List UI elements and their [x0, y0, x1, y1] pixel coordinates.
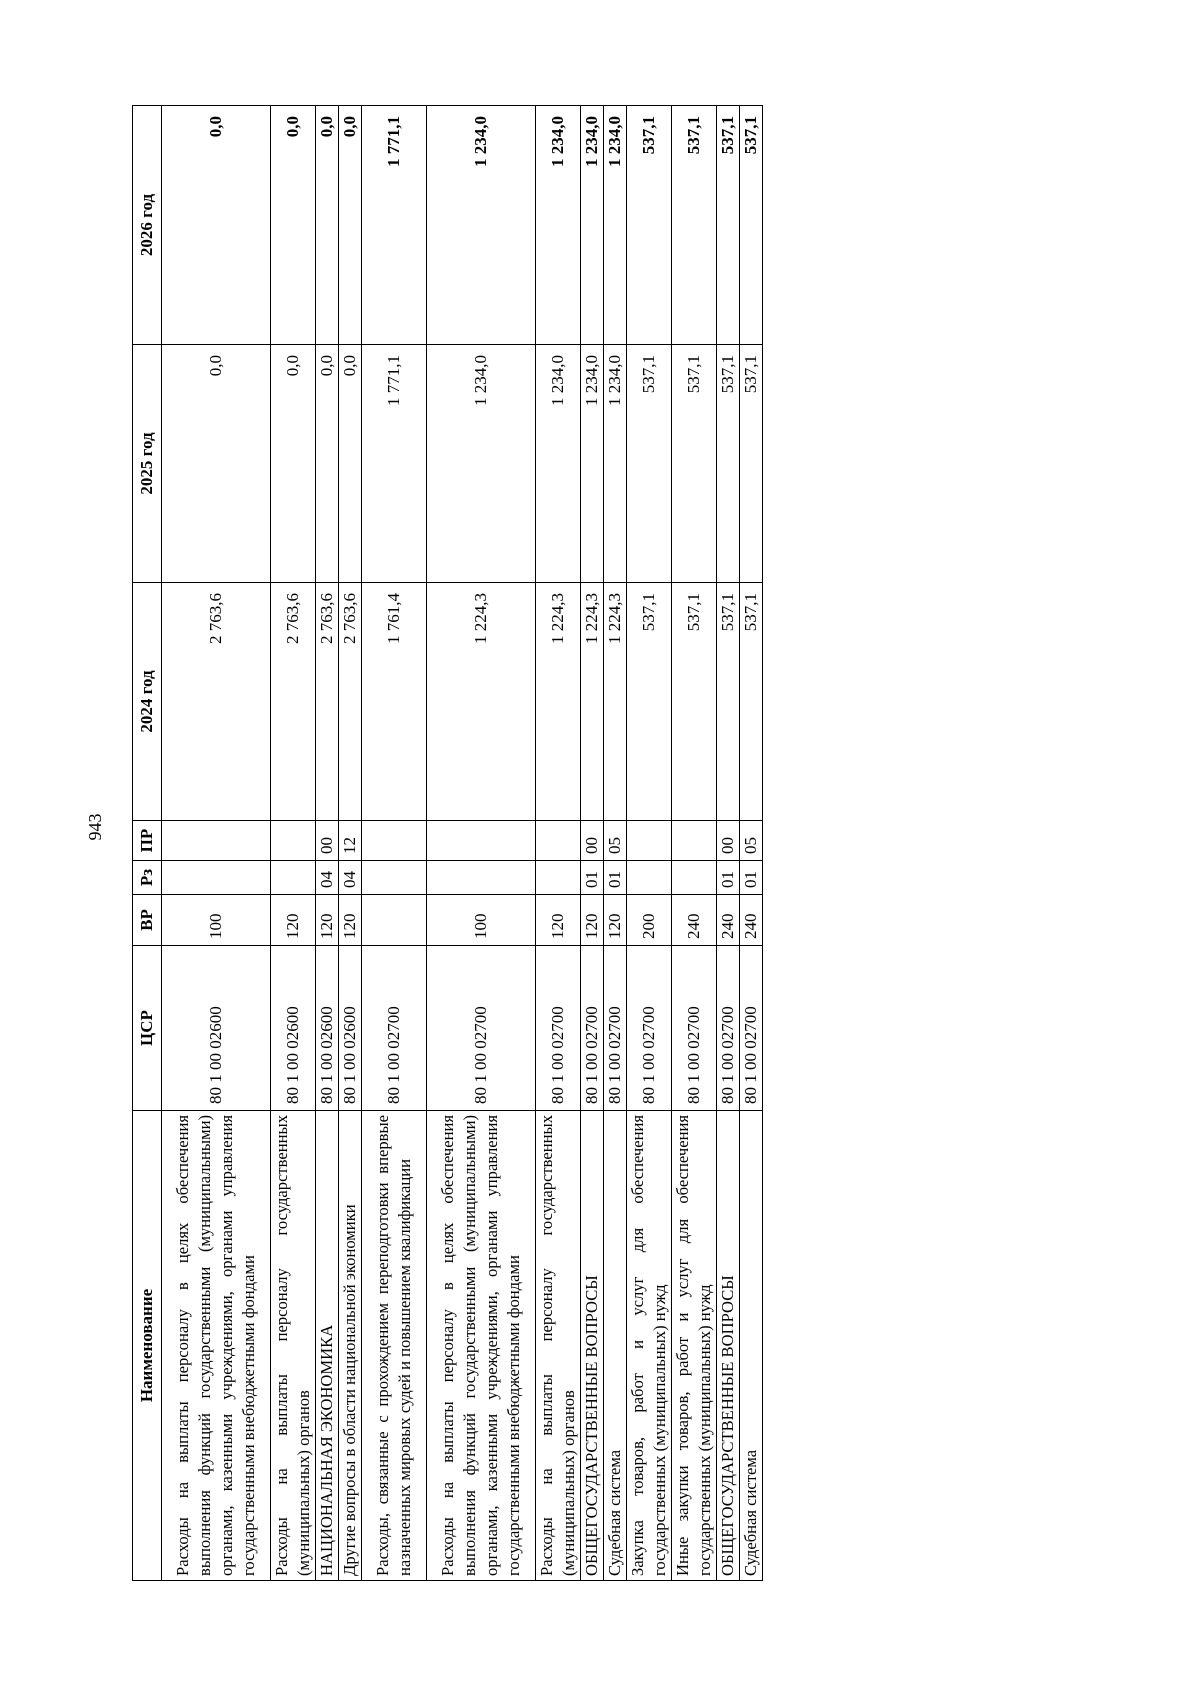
row-name: Расходы, связанные с прохождением переподготовки впервые назначенных мировых судей и повышением квалификации: [362, 1111, 427, 1581]
row-pr: 05: [604, 821, 627, 861]
row-rz: [271, 861, 316, 895]
table-row: [316, 106, 339, 1581]
header-2025: 2025 год: [133, 345, 162, 583]
row-csr: 80 1 00 02700: [672, 946, 717, 1111]
row-2026: 1 234,0: [581, 106, 604, 345]
row-rz: [162, 861, 271, 895]
row-name: Расходы на выплаты персоналу государственных (муниципальных) органов: [271, 1111, 316, 1581]
table-row: [427, 106, 536, 1581]
row-pr: [627, 821, 672, 861]
table-row: [162, 106, 271, 1581]
row-2025: 0,0: [271, 345, 316, 583]
row-2025: 1 771,1: [362, 345, 427, 583]
row-rz: [627, 861, 672, 895]
row-2025: 0,0: [339, 345, 362, 583]
row-csr: 80 1 00 02600: [271, 946, 316, 1111]
header-vr: ВР: [133, 895, 162, 946]
row-2025: 0,0: [316, 345, 339, 583]
row-pr: [271, 821, 316, 861]
row-2024: 537,1: [627, 583, 672, 821]
row-2024: 2 763,6: [339, 583, 362, 821]
row-2024: 537,1: [740, 583, 763, 821]
row-vr: 120: [339, 895, 362, 946]
row-rz: 01: [717, 861, 740, 895]
row-2025: 537,1: [717, 345, 740, 583]
row-pr: 00: [316, 821, 339, 861]
row-2024: 1 224,3: [427, 583, 536, 821]
row-2025: 537,1: [672, 345, 717, 583]
row-rz: 04: [316, 861, 339, 895]
row-csr: 80 1 00 02700: [717, 946, 740, 1111]
row-2024: 1 224,3: [536, 583, 581, 821]
row-2024: 537,1: [672, 583, 717, 821]
row-2026: 537,1: [627, 106, 672, 345]
row-name: ОБЩЕГОСУДАРСТВЕННЫЕ ВОПРОСЫ: [717, 1111, 740, 1581]
row-rz: 01: [740, 861, 763, 895]
row-2026: 1 234,0: [604, 106, 627, 345]
row-vr: 120: [604, 895, 627, 946]
row-csr: 80 1 00 02700: [362, 946, 427, 1111]
row-2024: 2 763,6: [162, 583, 271, 821]
row-pr: [672, 821, 717, 861]
table-row: [339, 106, 362, 1581]
row-vr: 120: [536, 895, 581, 946]
row-2024: 537,1: [717, 583, 740, 821]
row-pr: [362, 821, 427, 861]
rotated-sheet: [132, 106, 933, 1581]
row-vr: 120: [316, 895, 339, 946]
row-2026: 537,1: [717, 106, 740, 345]
table-row: [627, 106, 672, 1581]
row-2024: 1 761,4: [362, 583, 427, 821]
row-vr: 240: [672, 895, 717, 946]
row-2026: 0,0: [316, 106, 339, 345]
row-rz: [427, 861, 536, 895]
table-row: [536, 106, 581, 1581]
row-2026: 537,1: [672, 106, 717, 345]
row-2026: 1 234,0: [536, 106, 581, 345]
table-row: [581, 106, 604, 1581]
row-vr: 200: [627, 895, 672, 946]
row-2025: 1 234,0: [536, 345, 581, 583]
table-row: [740, 106, 763, 1581]
row-name: Судебная система: [740, 1111, 763, 1581]
row-2026: 0,0: [271, 106, 316, 345]
row-2024: 1 224,3: [604, 583, 627, 821]
row-name: НАЦИОНАЛЬНАЯ ЭКОНОМИКА: [316, 1111, 339, 1581]
row-2024: 2 763,6: [316, 583, 339, 821]
row-name: Судебная система: [604, 1111, 627, 1581]
table-row: [271, 106, 316, 1581]
table-row: [362, 106, 427, 1581]
row-pr: 05: [740, 821, 763, 861]
header-pr: ПР: [133, 821, 162, 861]
table-row: [604, 106, 627, 1581]
row-2026: 1 771,1: [362, 106, 427, 345]
table-row: [672, 106, 717, 1581]
header-2024: 2024 год: [133, 583, 162, 821]
row-name: Закупка товаров, работ и услуг для обеспечения государственных (муниципальных) нужд: [627, 1111, 672, 1581]
row-rz: 01: [604, 861, 627, 895]
row-2025: 537,1: [627, 345, 672, 583]
row-csr: 80 1 00 02700: [427, 946, 536, 1111]
row-csr: 80 1 00 02600: [162, 946, 271, 1111]
row-csr: 80 1 00 02700: [536, 946, 581, 1111]
page-number: 943: [85, 813, 105, 841]
row-rz: [536, 861, 581, 895]
budget-table: [132, 105, 763, 1581]
header-rz: Рз: [133, 861, 162, 895]
row-rz: [672, 861, 717, 895]
row-2025: 1 234,0: [581, 345, 604, 583]
row-csr: 80 1 00 02600: [316, 946, 339, 1111]
row-2026: 0,0: [339, 106, 362, 345]
row-name: Расходы на выплаты персоналу в целях обеспечения выполнения функций государственными (муниципальными) органами, казенными учреждениями, органами управления государственными внебюджетными фондами: [427, 1111, 536, 1581]
row-vr: 120: [581, 895, 604, 946]
row-pr: 00: [717, 821, 740, 861]
header-csr: ЦСР: [133, 946, 162, 1111]
row-vr: 240: [740, 895, 763, 946]
row-2024: 1 224,3: [581, 583, 604, 821]
row-csr: 80 1 00 02700: [740, 946, 763, 1111]
row-2024: 2 763,6: [271, 583, 316, 821]
row-2026: 537,1: [740, 106, 763, 345]
row-name: Расходы на выплаты персоналу государственных (муниципальных) органов: [536, 1111, 581, 1581]
row-vr: 100: [427, 895, 536, 946]
row-pr: 00: [581, 821, 604, 861]
row-pr: 12: [339, 821, 362, 861]
row-pr: [536, 821, 581, 861]
row-vr: [362, 895, 427, 946]
row-pr: [427, 821, 536, 861]
row-name: Другие вопросы в области национальной экономики: [339, 1111, 362, 1581]
row-2025: 537,1: [740, 345, 763, 583]
row-csr: 80 1 00 02700: [581, 946, 604, 1111]
table-rotator: [132, 106, 933, 1581]
header-name: Наименование: [133, 1111, 162, 1581]
row-csr: 80 1 00 02700: [604, 946, 627, 1111]
row-rz: 04: [339, 861, 362, 895]
row-2026: 1 234,0: [427, 106, 536, 345]
row-csr: 80 1 00 02600: [339, 946, 362, 1111]
row-2026: 0,0: [162, 106, 271, 345]
row-rz: [362, 861, 427, 895]
row-2025: 1 234,0: [427, 345, 536, 583]
row-name: ОБЩЕГОСУДАРСТВЕННЫЕ ВОПРОСЫ: [581, 1111, 604, 1581]
table-row: [717, 106, 740, 1581]
row-vr: 100: [162, 895, 271, 946]
row-pr: [162, 821, 271, 861]
row-vr: 120: [271, 895, 316, 946]
row-name: Иные закупки товаров, работ и услуг для обеспечения государственных (муниципальных) нужд: [672, 1111, 717, 1581]
table-header-row: [133, 106, 162, 1581]
row-csr: 80 1 00 02700: [627, 946, 672, 1111]
row-2025: 1 234,0: [604, 345, 627, 583]
row-vr: 240: [717, 895, 740, 946]
row-2025: 0,0: [162, 345, 271, 583]
header-2026: 2026 год: [133, 106, 162, 345]
row-name: Расходы на выплаты персоналу в целях обеспечения выполнения функций государственными (муниципальными) органами, казенными учреждениями, органами управления государственными внебюджетными фондами: [162, 1111, 271, 1581]
row-rz: 01: [581, 861, 604, 895]
